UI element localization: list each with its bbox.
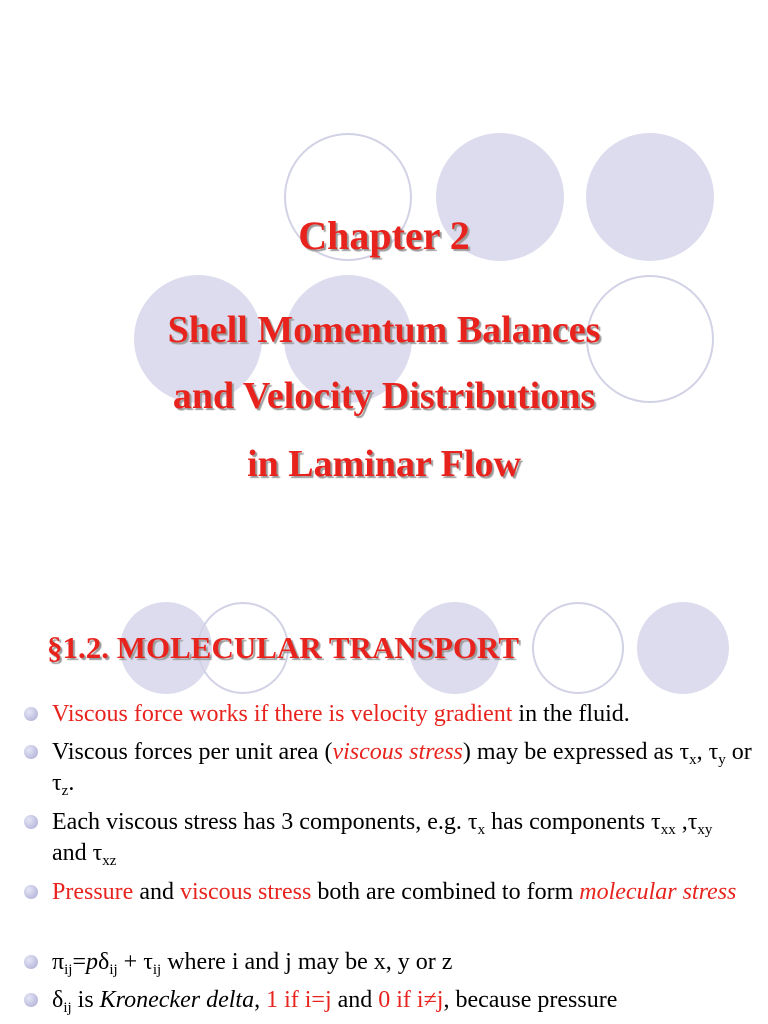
bullet-2-text: ) may be expressed as τ — [462, 739, 690, 765]
bullet-2-highlight: viscous stress — [332, 739, 463, 765]
bullet-dot-icon — [24, 745, 38, 759]
subscript: x — [477, 822, 486, 838]
bullet-4-highlight: viscous stress — [179, 879, 312, 905]
bullet-2-text: , τ — [696, 739, 719, 765]
bullet-dot-icon — [24, 993, 38, 1007]
subscript: z — [61, 783, 69, 799]
subscript: ij — [63, 1000, 72, 1016]
subscript: ij — [64, 962, 73, 978]
bullet-dot-icon — [24, 815, 38, 829]
bullet-4-text: both are combined to form — [311, 879, 580, 905]
subtitle-line-2: and Velocity Distributions — [172, 375, 596, 417]
subscript: ij — [109, 962, 118, 978]
bullet-3-text: Each viscous stress has 3 components, e.g. τ — [52, 809, 478, 835]
bullet-1-text: in the fluid. — [512, 701, 630, 727]
bullet-6-text: is — [71, 987, 100, 1013]
bullet-2-text: or τ — [52, 739, 752, 796]
bullet-3-text: has components τ — [485, 809, 661, 835]
bullet-6-text: , because pressure — [443, 987, 618, 1013]
bullet-6-text: , — [254, 987, 267, 1013]
bullet-item-4 — [52, 877, 752, 908]
bullet-item-3 — [52, 807, 752, 869]
decor-circle — [532, 602, 624, 694]
bullet-dot-icon — [24, 707, 38, 721]
bullet-4-highlight: molecular stress — [579, 879, 737, 905]
chapter-title: Chapter 2 — [298, 213, 470, 258]
bullet-6-text: δ — [52, 987, 64, 1013]
bullet-6-highlight: 0 if i≠j — [378, 987, 444, 1013]
bullet-5-text: = — [72, 949, 87, 975]
subscript: xz — [102, 853, 117, 869]
bullet-item-1 — [52, 699, 752, 730]
bullet-6-text: and — [331, 987, 379, 1013]
subscript: ij — [152, 962, 162, 978]
bullet-3-text: ,τ — [675, 809, 698, 835]
subscript: y — [718, 752, 726, 768]
bullet-5-italic: p — [86, 949, 99, 975]
subscript: x — [689, 752, 697, 768]
bullet-2-text: . — [68, 770, 75, 796]
subtitle-line-1: Shell Momentum Balances — [167, 309, 601, 351]
bullet-6-highlight: 1 if i=j — [266, 987, 332, 1013]
bullet-2-text: Viscous forces per unit area ( — [52, 739, 333, 765]
bullet-dot-icon — [24, 885, 38, 899]
bullet-5-text: π — [52, 949, 65, 975]
decor-circle — [637, 602, 729, 694]
bullet-4-highlight: Pressure — [52, 879, 134, 905]
bullet-3-text: and τ — [52, 840, 103, 866]
subtitle-line-3: in Laminar Flow — [247, 443, 521, 485]
bullet-6-italic: Kronecker delta — [99, 987, 255, 1013]
bullet-item-6 — [52, 985, 752, 1016]
section-heading: §1.2. MOLECULAR TRANSPORT — [47, 630, 519, 665]
subscript: xx — [660, 822, 676, 838]
bullet-5-text: + τ — [117, 949, 153, 975]
bullet-5-text: where i and j may be x, y or z — [161, 949, 453, 975]
subscript: xy — [697, 822, 713, 838]
bullet-item-5 — [52, 947, 752, 978]
bullet-1-highlight: Viscous force works if there is velocity gradient — [52, 701, 513, 727]
bullet-4-text: and — [133, 879, 180, 905]
bullet-5-text: δ — [98, 949, 110, 975]
bullet-dot-icon — [24, 955, 38, 969]
bullet-item-2 — [52, 737, 752, 799]
